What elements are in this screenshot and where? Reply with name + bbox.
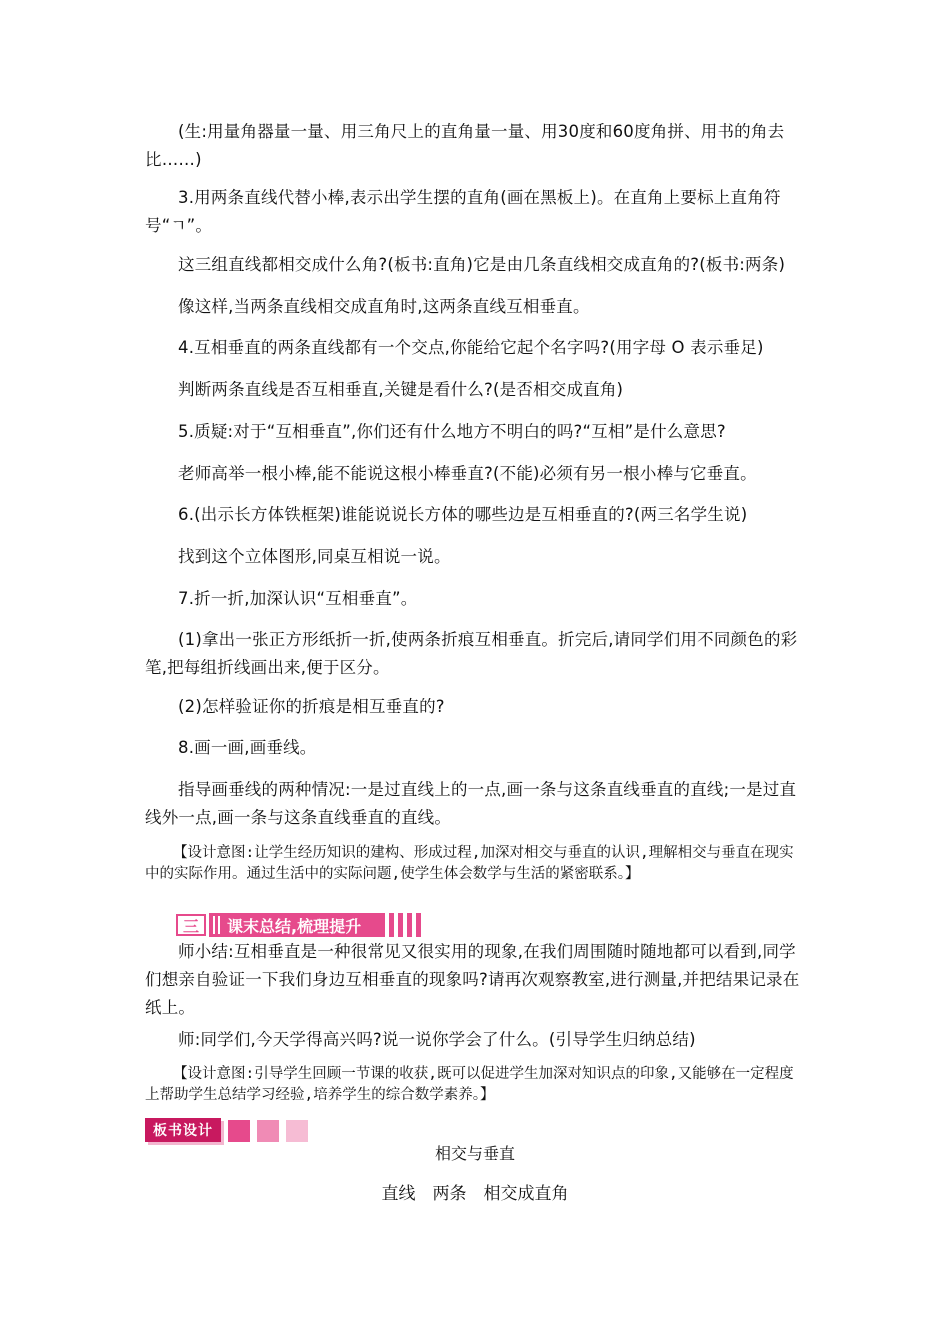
section-stripe (416, 913, 421, 937)
paragraph: 判断两条直线是否互相垂直,关键是看什么?(是否相交成直角) (178, 380, 624, 399)
paragraph: 8.画一画,画垂线。 (178, 738, 317, 757)
decor-square (286, 1120, 308, 1142)
paragraph: (2)怎样验证你的折痕是相互垂直的? (178, 697, 445, 716)
design-intent-note: 【设计意图:让学生经历知识的建构、形成过程,加深对相交与垂直的认识,理解相交与垂直在现实中的实际作用。通过生活中的实际问题,使学生体会数学与生活的紧密联系。】 (145, 845, 794, 882)
design-intent-note: 【设计意图:引导学生回顾一节课的收获,既可以促进学生加深对知识点的印象,又能够在一定程度上帮助学生总结学习经验,培养学生的综合数学素养。】 (145, 1066, 794, 1103)
board-design-label: 板书设计 (145, 1118, 221, 1142)
section-title: 课末总结,梳理提升 (209, 913, 385, 937)
paragraph: 找到这个立体图形,同桌互相说一说。 (178, 547, 451, 566)
paragraph: 像这样,当两条直线相交成直角时,这两条直线互相垂直。 (178, 297, 590, 316)
paragraph: 4.互相垂直的两条直线都有一个交点,你能给它起个名字吗?(用字母 O 表示垂足) (178, 338, 764, 357)
section-stripe (389, 913, 394, 937)
paragraph: 老师高举一根小棒,能不能说这根小棒垂直?(不能)必须有另一根小棒与它垂直。 (178, 464, 757, 483)
board-content: 直线 两条 相交成直角 (381, 1184, 569, 1204)
section-stripe (398, 913, 403, 937)
section-header (176, 913, 434, 937)
paragraph: 7.折一折,加深认识“互相垂直”。 (178, 589, 418, 608)
paragraph: (1)拿出一张正方形纸折一折,使两条折痕互相垂直。折完后,请同学们用不同颜色的彩笔,把每组折线画出来,便于区分。 (145, 630, 798, 677)
paragraph: 6.(出示长方体铁框架)谁能说说长方体的哪些边是互相垂直的?(两三名学生说) (178, 505, 748, 524)
board-title: 相交与垂直 (434, 1144, 515, 1163)
paragraph: (生:用量角器量一量、用三角尺上的直角量一量、用30度和60度角拼、用书的角去比……) (145, 122, 785, 169)
section-stripe (407, 913, 412, 937)
paragraph: 5.质疑:对于“互相垂直”,你们还有什么地方不明白的吗?“互相”是什么意思? (178, 422, 726, 441)
summary-paragraph: 师:同学们,今天学得高兴吗?说一说你学会了什么。(引导学生归纳总结) (178, 1030, 696, 1049)
paragraph: 指导画垂线的两种情况:一是过直线上的一点,画一条与这条直线垂直的直线;一是过直线外一点,画一条与这条直线垂直的直线。 (145, 780, 797, 827)
paragraph: 这三组直线都相交成什么角?(板书:直角)它是由几条直线相交成直角的?(板书:两条) (178, 255, 786, 274)
board-design-header (145, 1118, 308, 1142)
summary-paragraph: 师小结:互相垂直是一种很常见又很实用的现象,在我们周围随时随地都可以看到,同学们想亲自验证一下我们身边互相垂直的现象吗?请再次观察教室,进行测量,并把结果记录在纸上。 (145, 942, 800, 1017)
paragraph: 3.用两条直线代替小棒,表示出学生摆的直角(画在黑板上)。在直角上要标上直角符号“ㄱ”。 (145, 188, 781, 235)
section-number: 三 (176, 914, 206, 936)
decor-square (257, 1120, 279, 1142)
decor-square (228, 1120, 250, 1142)
